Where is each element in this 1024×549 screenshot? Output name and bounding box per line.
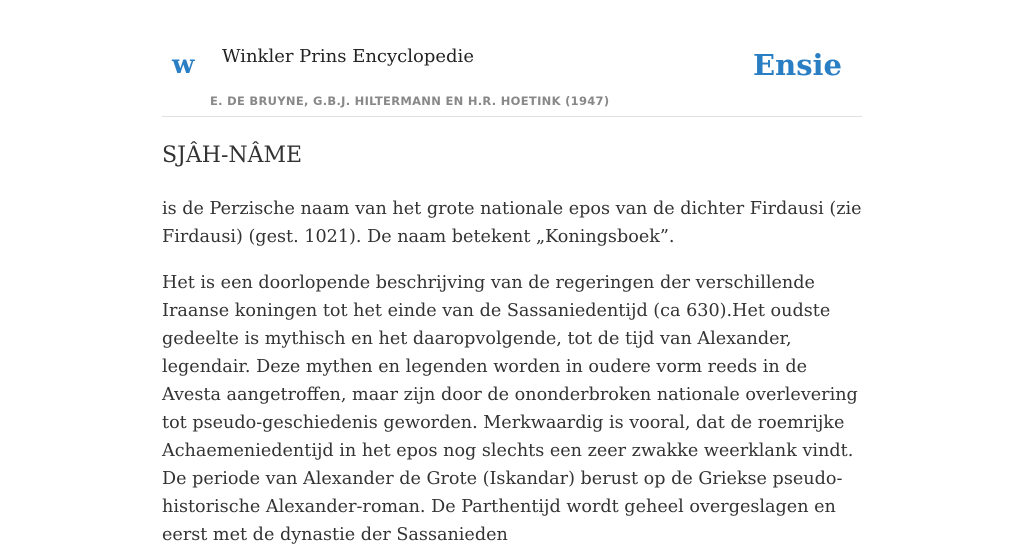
article <box>162 143 862 549</box>
site-authors: E. DE BRUYNE, G.B.J. HILTERMANN EN H.R. HOETINK (1947) <box>210 94 610 108</box>
article-paragraph: Het is een doorlopende beschrijving van de regeringen der verschillende Iraanse koningen tot het einde van de Sassaniedentijd (ca 630).Het oudste gedeelte is mythisch en het daaropvolgende, tot de tijd van Alexander, legendair. Deze mythen en legenden worden in oudere vorm reeds in de Avesta aangetroffen, maar zijn door de ononderbroken nationale overlevering tot pseudo-geschiedenis geworden. Merkwaardig is vooral, dat de roemrijke Achaemeniedentijd in het epos nog slechts een zeer zwakke weerklank vindt. De periode van Alexander de Grote (Iskandar) berust op de Griekse pseudo-historische Alexander-roman. De Parthentijd wordt geheel overgeslagen en eerst met de dynastie der Sassanieden <box>162 273 858 546</box>
site-logo[interactable]: w <box>172 50 195 80</box>
site-header <box>162 0 862 117</box>
brand-logo[interactable]: Ensie <box>753 48 842 82</box>
site-title[interactable]: Winkler Prins Encyclopedie <box>222 46 474 67</box>
page <box>162 0 862 549</box>
article-paragraph: is de Perzische naam van het grote nationale epos van de dichter Firdausi (zie Firdausi) (gest. 1021). De naam betekent „Koningsboek”. <box>162 199 862 248</box>
article-title: SJÂH-NÂME <box>162 143 303 168</box>
